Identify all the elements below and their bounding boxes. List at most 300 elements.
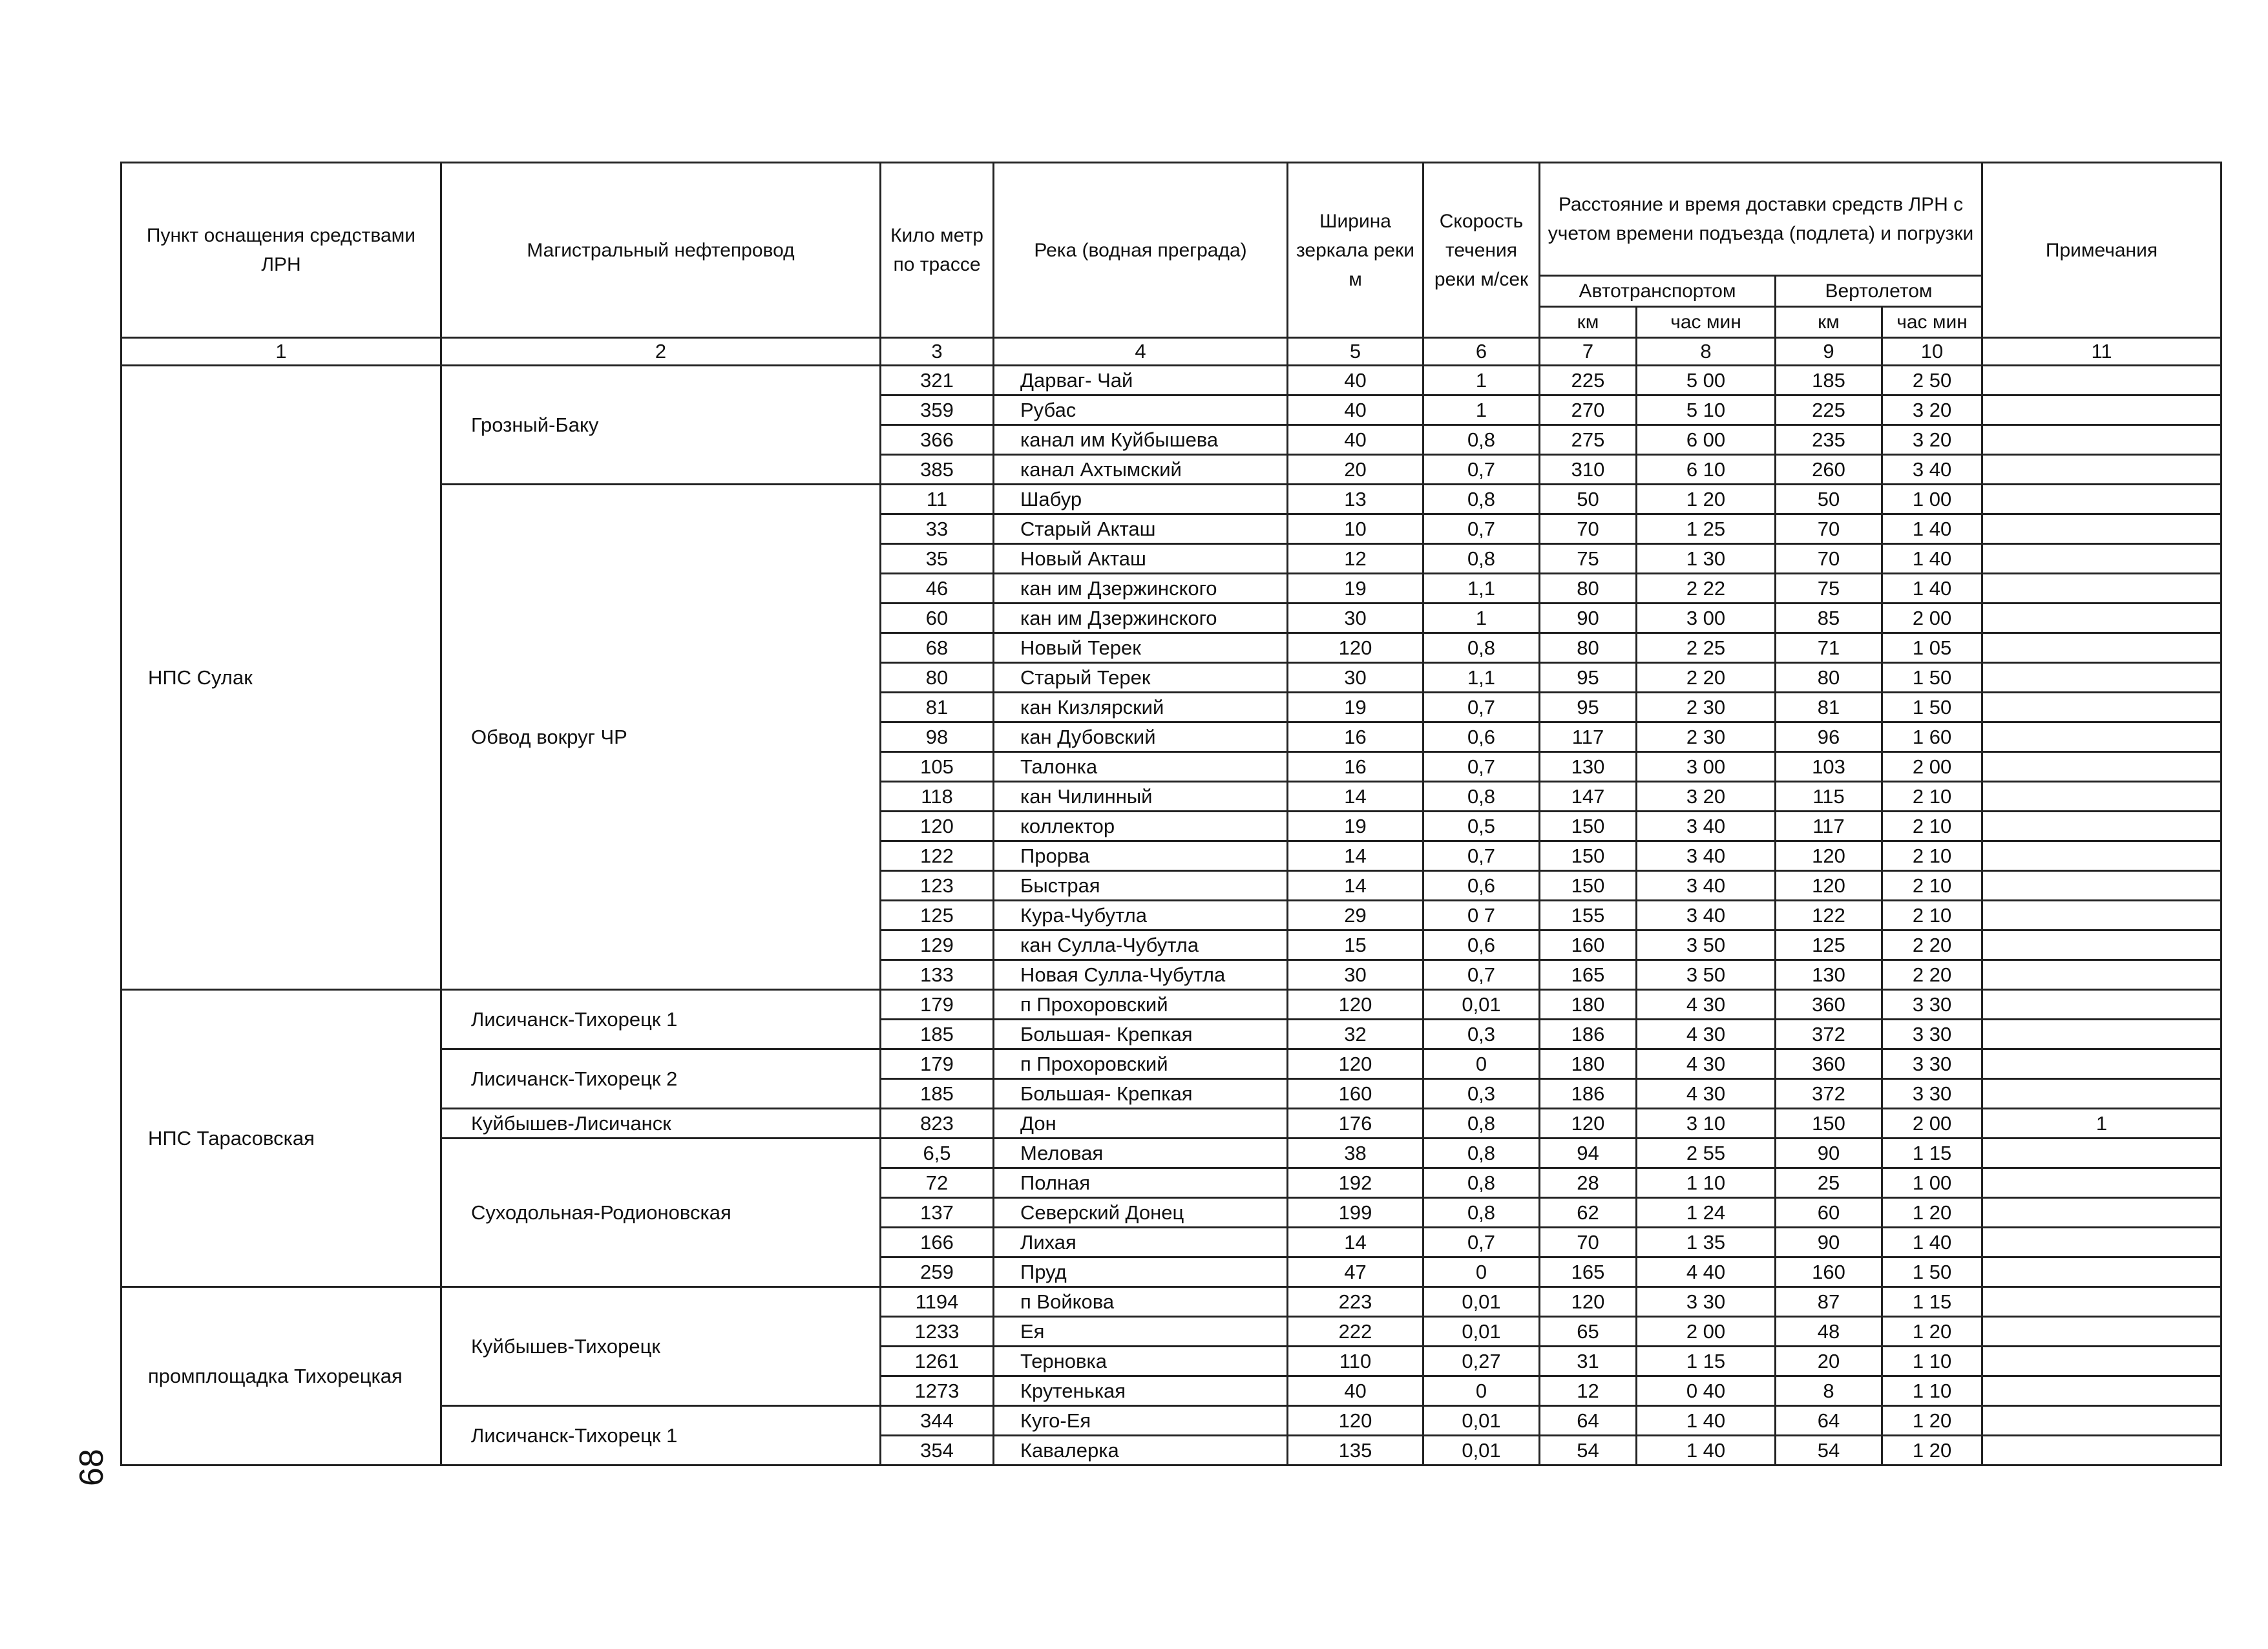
speed-cell: 0 xyxy=(1423,1257,1540,1287)
auto-time-cell: 3 40 xyxy=(1637,871,1776,901)
column-number-row xyxy=(121,338,2221,366)
km-cell: 366 xyxy=(881,425,994,455)
width-cell: 47 xyxy=(1288,1257,1423,1287)
width-cell: 12 xyxy=(1288,544,1423,574)
header-delivery-group: Расстояние и время доставки средств ЛРН с учетом времени подъезда (подлета) и погрузки xyxy=(1540,163,1982,276)
speed-cell: 0,6 xyxy=(1423,871,1540,901)
auto-km-cell: 186 xyxy=(1540,1020,1637,1049)
heli-km-cell: 54 xyxy=(1776,1436,1882,1465)
heli-time-cell: 1 15 xyxy=(1882,1139,1982,1168)
river-cell: кан Дубовский xyxy=(994,722,1288,752)
note-cell xyxy=(1982,1079,2221,1109)
auto-km-cell: 310 xyxy=(1540,455,1637,485)
heli-km-cell: 103 xyxy=(1776,752,1882,782)
river-cell: коллектор xyxy=(994,812,1288,841)
header-heli: Вертолетом xyxy=(1776,276,1982,307)
heli-km-cell: 71 xyxy=(1776,633,1882,663)
km-cell: 11 xyxy=(881,485,994,514)
auto-km-cell: 50 xyxy=(1540,485,1637,514)
heli-km-cell: 87 xyxy=(1776,1287,1882,1317)
heli-km-cell: 360 xyxy=(1776,990,1882,1020)
heli-km-cell: 70 xyxy=(1776,514,1882,544)
heli-km-cell: 360 xyxy=(1776,1049,1882,1079)
speed-cell: 0 xyxy=(1423,1049,1540,1079)
auto-time-cell: 6 00 xyxy=(1637,425,1776,455)
km-cell: 81 xyxy=(881,693,994,722)
header-pipeline: Магистральный нефтепровод xyxy=(441,163,881,338)
auto-time-cell: 1 40 xyxy=(1637,1406,1776,1436)
width-cell: 30 xyxy=(1288,604,1423,633)
auto-time-cell: 1 35 xyxy=(1637,1228,1776,1257)
auto-time-cell: 0 40 xyxy=(1637,1376,1776,1406)
note-cell xyxy=(1982,990,2221,1020)
heli-time-cell: 1 10 xyxy=(1882,1376,1982,1406)
width-cell: 19 xyxy=(1288,812,1423,841)
auto-time-cell: 2 55 xyxy=(1637,1139,1776,1168)
note-cell xyxy=(1982,722,2221,752)
heli-km-cell: 260 xyxy=(1776,455,1882,485)
river-cell: канал им Куйбышева xyxy=(994,425,1288,455)
speed-cell: 0,5 xyxy=(1423,812,1540,841)
auto-time-cell: 3 40 xyxy=(1637,812,1776,841)
river-cell: Терновка xyxy=(994,1347,1288,1376)
width-cell: 30 xyxy=(1288,663,1423,693)
speed-cell: 0,8 xyxy=(1423,1168,1540,1198)
auto-time-cell: 2 20 xyxy=(1637,663,1776,693)
km-cell: 33 xyxy=(881,514,994,544)
auto-km-cell: 95 xyxy=(1540,693,1637,722)
header-heli-time: час мин xyxy=(1882,307,1982,338)
note-cell xyxy=(1982,1406,2221,1436)
auto-time-cell: 3 50 xyxy=(1637,930,1776,960)
km-cell: 185 xyxy=(881,1079,994,1109)
column-number: 8 xyxy=(1637,338,1776,366)
speed-cell: 0,3 xyxy=(1423,1079,1540,1109)
heli-time-cell: 1 50 xyxy=(1882,1257,1982,1287)
heli-time-cell: 1 20 xyxy=(1882,1406,1982,1436)
note-cell xyxy=(1982,1020,2221,1049)
auto-time-cell: 3 10 xyxy=(1637,1109,1776,1139)
width-cell: 160 xyxy=(1288,1079,1423,1109)
header-width: Ширина зеркала реки м xyxy=(1288,163,1423,338)
header-river: Река (водная преграда) xyxy=(994,163,1288,338)
heli-time-cell: 1 00 xyxy=(1882,1168,1982,1198)
auto-km-cell: 117 xyxy=(1540,722,1637,752)
heli-km-cell: 160 xyxy=(1776,1257,1882,1287)
auto-km-cell: 180 xyxy=(1540,1049,1637,1079)
speed-cell: 0,7 xyxy=(1423,693,1540,722)
auto-km-cell: 31 xyxy=(1540,1347,1637,1376)
pipeline-cell: Лисичанск-Тихорецк 1 xyxy=(441,1406,881,1465)
river-cell: Большая- Крепкая xyxy=(994,1079,1288,1109)
km-cell: 122 xyxy=(881,841,994,871)
km-cell: 166 xyxy=(881,1228,994,1257)
auto-time-cell: 3 30 xyxy=(1637,1287,1776,1317)
auto-km-cell: 165 xyxy=(1540,960,1637,990)
heli-km-cell: 185 xyxy=(1776,366,1882,395)
note-cell xyxy=(1982,1376,2221,1406)
column-number: 7 xyxy=(1540,338,1637,366)
auto-time-cell: 1 24 xyxy=(1637,1198,1776,1228)
river-cell: кан Чилинный xyxy=(994,782,1288,812)
river-cell: Пруд xyxy=(994,1257,1288,1287)
auto-km-cell: 62 xyxy=(1540,1198,1637,1228)
river-cell: Меловая xyxy=(994,1139,1288,1168)
speed-cell: 0 xyxy=(1423,1376,1540,1406)
note-cell xyxy=(1982,871,2221,901)
river-cell: кан им Дзержинского xyxy=(994,604,1288,633)
heli-time-cell: 1 50 xyxy=(1882,693,1982,722)
width-cell: 120 xyxy=(1288,1049,1423,1079)
auto-km-cell: 225 xyxy=(1540,366,1637,395)
auto-time-cell: 5 00 xyxy=(1637,366,1776,395)
river-cell: Кавалерка xyxy=(994,1436,1288,1465)
river-cell: Крутенькая xyxy=(994,1376,1288,1406)
auto-time-cell: 3 00 xyxy=(1637,752,1776,782)
auto-time-cell: 2 30 xyxy=(1637,722,1776,752)
point-cell: НПС Сулак xyxy=(121,366,441,990)
auto-time-cell: 3 40 xyxy=(1637,841,1776,871)
km-cell: 80 xyxy=(881,663,994,693)
speed-cell: 0,7 xyxy=(1423,455,1540,485)
note-cell xyxy=(1982,604,2221,633)
km-cell: 123 xyxy=(881,871,994,901)
note-cell xyxy=(1982,782,2221,812)
speed-cell: 0,7 xyxy=(1423,841,1540,871)
auto-km-cell: 180 xyxy=(1540,990,1637,1020)
note-cell xyxy=(1982,514,2221,544)
km-cell: 98 xyxy=(881,722,994,752)
note-cell xyxy=(1982,574,2221,604)
pipeline-cell: Грозный-Баку xyxy=(441,366,881,485)
speed-cell: 0,7 xyxy=(1423,752,1540,782)
header-auto-time: час мин xyxy=(1637,307,1776,338)
heli-time-cell: 1 20 xyxy=(1882,1198,1982,1228)
auto-time-cell: 4 30 xyxy=(1637,1079,1776,1109)
heli-time-cell: 1 40 xyxy=(1882,574,1982,604)
river-cell: Новая Сулла-Чубутла xyxy=(994,960,1288,990)
note-cell xyxy=(1982,901,2221,930)
header-auto-km: км xyxy=(1540,307,1637,338)
note-cell xyxy=(1982,1168,2221,1198)
auto-km-cell: 155 xyxy=(1540,901,1637,930)
column-number: 4 xyxy=(994,338,1288,366)
km-cell: 359 xyxy=(881,395,994,425)
speed-cell: 0,01 xyxy=(1423,1436,1540,1465)
auto-time-cell: 4 30 xyxy=(1637,990,1776,1020)
heli-time-cell: 2 10 xyxy=(1882,782,1982,812)
km-cell: 823 xyxy=(881,1109,994,1139)
width-cell: 20 xyxy=(1288,455,1423,485)
note-cell xyxy=(1982,930,2221,960)
note-cell xyxy=(1982,1317,2221,1347)
auto-km-cell: 12 xyxy=(1540,1376,1637,1406)
km-cell: 185 xyxy=(881,1020,994,1049)
heli-km-cell: 125 xyxy=(1776,930,1882,960)
auto-time-cell: 5 10 xyxy=(1637,395,1776,425)
river-cell: Куго-Ея xyxy=(994,1406,1288,1436)
width-cell: 16 xyxy=(1288,752,1423,782)
km-cell: 259 xyxy=(881,1257,994,1287)
river-cell: Дарваг- Чай xyxy=(994,366,1288,395)
note-cell xyxy=(1982,841,2221,871)
speed-cell: 0,01 xyxy=(1423,990,1540,1020)
river-cell: п Войкова xyxy=(994,1287,1288,1317)
note-cell xyxy=(1982,1228,2221,1257)
km-cell: 354 xyxy=(881,1436,994,1465)
heli-time-cell: 2 20 xyxy=(1882,930,1982,960)
heli-km-cell: 8 xyxy=(1776,1376,1882,1406)
width-cell: 14 xyxy=(1288,871,1423,901)
width-cell: 40 xyxy=(1288,366,1423,395)
heli-time-cell: 1 40 xyxy=(1882,1228,1982,1257)
width-cell: 32 xyxy=(1288,1020,1423,1049)
river-cell: Старый Терек xyxy=(994,663,1288,693)
km-cell: 1233 xyxy=(881,1317,994,1347)
heli-km-cell: 96 xyxy=(1776,722,1882,752)
auto-km-cell: 270 xyxy=(1540,395,1637,425)
width-cell: 38 xyxy=(1288,1139,1423,1168)
speed-cell: 0,6 xyxy=(1423,722,1540,752)
heli-km-cell: 130 xyxy=(1776,960,1882,990)
auto-km-cell: 130 xyxy=(1540,752,1637,782)
heli-time-cell: 2 10 xyxy=(1882,841,1982,871)
speed-cell: 0,8 xyxy=(1423,1109,1540,1139)
km-cell: 35 xyxy=(881,544,994,574)
speed-cell: 0,01 xyxy=(1423,1317,1540,1347)
heli-time-cell: 3 20 xyxy=(1882,395,1982,425)
note-cell xyxy=(1982,1139,2221,1168)
km-cell: 321 xyxy=(881,366,994,395)
point-cell: НПС Тарасовская xyxy=(121,990,441,1287)
speed-cell: 1 xyxy=(1423,604,1540,633)
heli-km-cell: 372 xyxy=(1776,1020,1882,1049)
note-cell xyxy=(1982,1287,2221,1317)
auto-km-cell: 80 xyxy=(1540,633,1637,663)
river-cell: Полная xyxy=(994,1168,1288,1198)
km-cell: 68 xyxy=(881,633,994,663)
column-number: 11 xyxy=(1982,338,2221,366)
river-cell: Быстрая xyxy=(994,871,1288,901)
heli-km-cell: 120 xyxy=(1776,871,1882,901)
auto-time-cell: 1 15 xyxy=(1637,1347,1776,1376)
auto-km-cell: 150 xyxy=(1540,812,1637,841)
auto-time-cell: 4 40 xyxy=(1637,1257,1776,1287)
page-number: 68 xyxy=(73,1449,110,1486)
km-cell: 344 xyxy=(881,1406,994,1436)
auto-time-cell: 3 50 xyxy=(1637,960,1776,990)
width-cell: 120 xyxy=(1288,633,1423,663)
auto-time-cell: 1 40 xyxy=(1637,1436,1776,1465)
note-cell xyxy=(1982,812,2221,841)
note-cell xyxy=(1982,633,2221,663)
auto-km-cell: 160 xyxy=(1540,930,1637,960)
column-number: 6 xyxy=(1423,338,1540,366)
km-cell: 6,5 xyxy=(881,1139,994,1168)
river-cell: Ея xyxy=(994,1317,1288,1347)
heli-km-cell: 81 xyxy=(1776,693,1882,722)
pipeline-cell: Суходольная-Родионовская xyxy=(441,1139,881,1287)
auto-km-cell: 165 xyxy=(1540,1257,1637,1287)
river-cell: п Прохоровский xyxy=(994,1049,1288,1079)
header-point: Пункт оснащения средствами ЛРН xyxy=(121,163,441,338)
column-number: 9 xyxy=(1776,338,1882,366)
heli-km-cell: 50 xyxy=(1776,485,1882,514)
river-cell: Талонка xyxy=(994,752,1288,782)
auto-time-cell: 4 30 xyxy=(1637,1020,1776,1049)
heli-km-cell: 90 xyxy=(1776,1228,1882,1257)
speed-cell: 0,7 xyxy=(1423,960,1540,990)
speed-cell: 0 7 xyxy=(1423,901,1540,930)
river-cell: Новый Терек xyxy=(994,633,1288,663)
column-number: 5 xyxy=(1288,338,1423,366)
heli-km-cell: 90 xyxy=(1776,1139,1882,1168)
speed-cell: 0,8 xyxy=(1423,485,1540,514)
width-cell: 29 xyxy=(1288,901,1423,930)
heli-km-cell: 225 xyxy=(1776,395,1882,425)
width-cell: 192 xyxy=(1288,1168,1423,1198)
speed-cell: 0,8 xyxy=(1423,1139,1540,1168)
km-cell: 120 xyxy=(881,812,994,841)
heli-km-cell: 122 xyxy=(1776,901,1882,930)
heli-time-cell: 2 10 xyxy=(1882,812,1982,841)
river-cell: Лихая xyxy=(994,1228,1288,1257)
header-speed: Скорость течения реки м/сек xyxy=(1423,163,1540,338)
note-cell xyxy=(1982,1049,2221,1079)
note-cell xyxy=(1982,1436,2221,1465)
column-number: 10 xyxy=(1882,338,1982,366)
heli-time-cell: 3 30 xyxy=(1882,1049,1982,1079)
river-cell: Кура-Чубутла xyxy=(994,901,1288,930)
speed-cell: 0,01 xyxy=(1423,1287,1540,1317)
note-cell xyxy=(1982,485,2221,514)
heli-time-cell: 2 10 xyxy=(1882,871,1982,901)
heli-time-cell: 3 30 xyxy=(1882,1020,1982,1049)
km-cell: 105 xyxy=(881,752,994,782)
speed-cell: 0,8 xyxy=(1423,425,1540,455)
heli-km-cell: 150 xyxy=(1776,1109,1882,1139)
auto-time-cell: 2 00 xyxy=(1637,1317,1776,1347)
auto-km-cell: 95 xyxy=(1540,663,1637,693)
km-cell: 118 xyxy=(881,782,994,812)
km-cell: 179 xyxy=(881,1049,994,1079)
heli-time-cell: 2 00 xyxy=(1882,752,1982,782)
width-cell: 199 xyxy=(1288,1198,1423,1228)
heli-time-cell: 1 15 xyxy=(1882,1287,1982,1317)
auto-time-cell: 3 00 xyxy=(1637,604,1776,633)
heli-time-cell: 1 60 xyxy=(1882,722,1982,752)
width-cell: 135 xyxy=(1288,1436,1423,1465)
column-number: 3 xyxy=(881,338,994,366)
speed-cell: 0,27 xyxy=(1423,1347,1540,1376)
table-row xyxy=(121,990,2221,1020)
note-cell xyxy=(1982,366,2221,395)
heli-km-cell: 60 xyxy=(1776,1198,1882,1228)
speed-cell: 1 xyxy=(1423,366,1540,395)
note-cell xyxy=(1982,960,2221,990)
auto-km-cell: 65 xyxy=(1540,1317,1637,1347)
heli-time-cell: 3 30 xyxy=(1882,990,1982,1020)
heli-time-cell: 2 10 xyxy=(1882,901,1982,930)
width-cell: 14 xyxy=(1288,841,1423,871)
width-cell: 14 xyxy=(1288,782,1423,812)
auto-time-cell: 4 30 xyxy=(1637,1049,1776,1079)
speed-cell: 0,7 xyxy=(1423,514,1540,544)
speed-cell: 0,8 xyxy=(1423,633,1540,663)
width-cell: 15 xyxy=(1288,930,1423,960)
note-cell: 1 xyxy=(1982,1109,2221,1139)
note-cell xyxy=(1982,1257,2221,1287)
width-cell: 110 xyxy=(1288,1347,1423,1376)
table-row xyxy=(121,366,2221,395)
heli-time-cell: 1 00 xyxy=(1882,485,1982,514)
km-cell: 179 xyxy=(881,990,994,1020)
km-cell: 385 xyxy=(881,455,994,485)
header-auto: Автотранспортом xyxy=(1540,276,1776,307)
heli-time-cell: 3 40 xyxy=(1882,455,1982,485)
auto-time-cell: 2 22 xyxy=(1637,574,1776,604)
heli-time-cell: 3 30 xyxy=(1882,1079,1982,1109)
width-cell: 222 xyxy=(1288,1317,1423,1347)
river-cell: Шабур xyxy=(994,485,1288,514)
auto-km-cell: 90 xyxy=(1540,604,1637,633)
auto-km-cell: 120 xyxy=(1540,1109,1637,1139)
heli-km-cell: 117 xyxy=(1776,812,1882,841)
auto-km-cell: 275 xyxy=(1540,425,1637,455)
auto-time-cell: 2 25 xyxy=(1637,633,1776,663)
note-cell xyxy=(1982,395,2221,425)
auto-time-cell: 1 10 xyxy=(1637,1168,1776,1198)
note-cell xyxy=(1982,425,2221,455)
river-crossings-table xyxy=(120,162,2222,1466)
speed-cell: 1 xyxy=(1423,395,1540,425)
heli-time-cell: 2 00 xyxy=(1882,1109,1982,1139)
speed-cell: 0,8 xyxy=(1423,1198,1540,1228)
heli-km-cell: 70 xyxy=(1776,544,1882,574)
speed-cell: 1,1 xyxy=(1423,574,1540,604)
auto-km-cell: 147 xyxy=(1540,782,1637,812)
heli-km-cell: 115 xyxy=(1776,782,1882,812)
speed-cell: 0,3 xyxy=(1423,1020,1540,1049)
heli-time-cell: 1 50 xyxy=(1882,663,1982,693)
speed-cell: 1,1 xyxy=(1423,663,1540,693)
auto-km-cell: 75 xyxy=(1540,544,1637,574)
speed-cell: 0,6 xyxy=(1423,930,1540,960)
auto-time-cell: 1 20 xyxy=(1637,485,1776,514)
river-cell: Большая- Крепкая xyxy=(994,1020,1288,1049)
km-cell: 72 xyxy=(881,1168,994,1198)
note-cell xyxy=(1982,455,2221,485)
river-cell: Новый Акташ xyxy=(994,544,1288,574)
speed-cell: 0,8 xyxy=(1423,544,1540,574)
river-cell: Северский Донец xyxy=(994,1198,1288,1228)
heli-time-cell: 2 50 xyxy=(1882,366,1982,395)
heli-km-cell: 75 xyxy=(1776,574,1882,604)
km-cell: 133 xyxy=(881,960,994,990)
auto-time-cell: 3 20 xyxy=(1637,782,1776,812)
heli-km-cell: 20 xyxy=(1776,1347,1882,1376)
width-cell: 40 xyxy=(1288,425,1423,455)
column-number: 1 xyxy=(121,338,441,366)
header-notes: Примечания xyxy=(1982,163,2221,338)
river-cell: Прорва xyxy=(994,841,1288,871)
km-cell: 137 xyxy=(881,1198,994,1228)
header-km: Кило метр по трассе xyxy=(881,163,994,338)
heli-km-cell: 372 xyxy=(1776,1079,1882,1109)
width-cell: 19 xyxy=(1288,574,1423,604)
pipeline-cell: Лисичанск-Тихорецк 2 xyxy=(441,1049,881,1109)
pipeline-cell: Лисичанск-Тихорецк 1 xyxy=(441,990,881,1049)
